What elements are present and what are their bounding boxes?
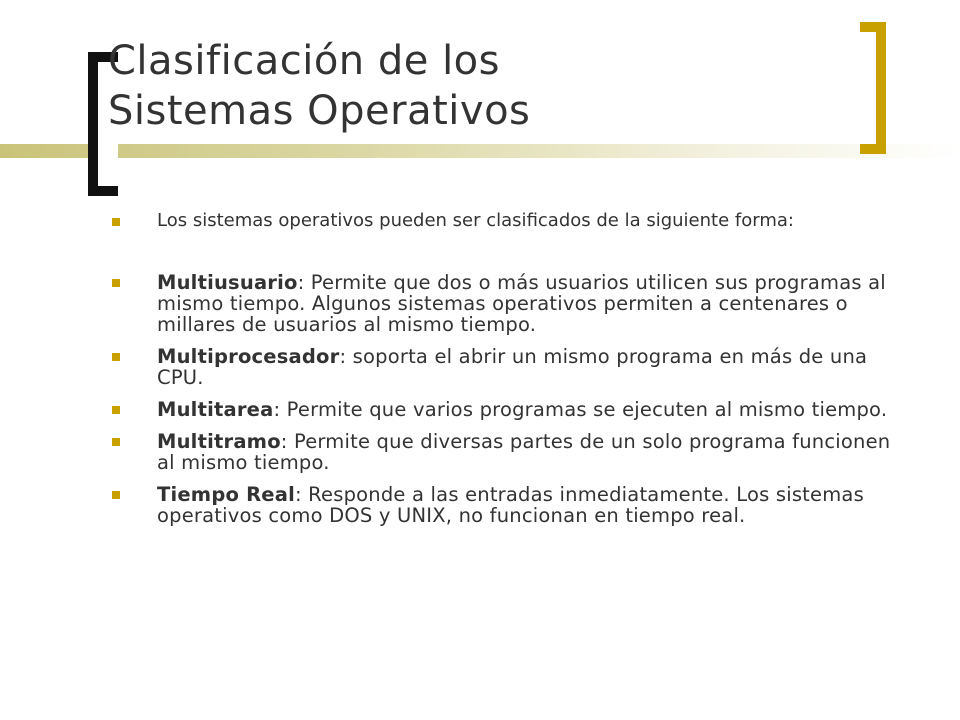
title-decoration-band <box>0 144 960 158</box>
item-description: : Permite que diversas partes de un solo programa funcionen al mismo tiempo. <box>157 430 891 474</box>
bullet-square-icon <box>112 218 120 226</box>
item-description: : soporta el abrir un mismo programa en más de una CPU. <box>157 345 868 389</box>
right-bracket-decoration <box>860 22 886 154</box>
list-item-multiusuario <box>112 272 902 335</box>
bullet-square-icon <box>112 438 120 446</box>
slide-title-line-1: Clasificación de los <box>108 38 500 84</box>
slide-title-line-2: Sistemas Operativos <box>108 88 531 134</box>
list-item-multiprocesador <box>112 346 902 388</box>
item-term: Multitramo <box>157 430 281 453</box>
list-item-multitarea <box>112 399 902 420</box>
intro-item <box>112 210 902 232</box>
list-item-tiempo-real <box>112 484 902 526</box>
item-description: : Permite que varios programas se ejecuten al mismo tiempo. <box>273 398 888 421</box>
bullet-square-icon <box>112 406 120 414</box>
item-term: Tiempo Real <box>157 483 295 506</box>
slide-title <box>108 36 530 136</box>
bullet-square-icon <box>112 279 120 287</box>
slide-body <box>112 210 902 526</box>
list-item-multitramo <box>112 431 902 473</box>
item-description: : Permite que dos o más usuarios utilicen sus programas al mismo tiempo. Algunos sistemas operativos permiten a centenares o millares de usuarios al mismo tiempo. <box>157 271 886 336</box>
item-term: Multitarea <box>157 398 274 421</box>
bullet-square-icon <box>112 353 120 361</box>
intro-text: Los sistemas operativos pueden ser clasificados de la siguiente forma: <box>157 210 794 231</box>
item-term: Multiusuario <box>157 271 298 294</box>
item-description: : Responde a las entradas inmediatamente. Los sistemas operativos como DOS y UNIX, no funcionan en tiempo real. <box>157 483 864 527</box>
bullet-square-icon <box>112 491 120 499</box>
item-term: Multiprocesador <box>157 345 340 368</box>
